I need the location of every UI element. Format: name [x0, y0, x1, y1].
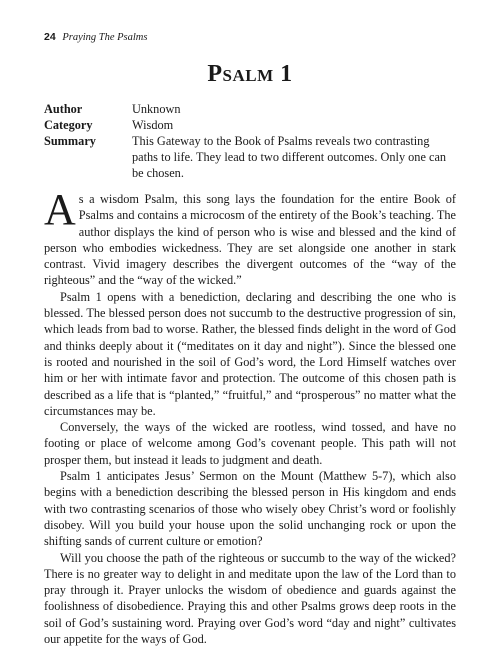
meta-label-author: Author: [44, 102, 83, 116]
drop-cap: A: [44, 185, 76, 234]
psalm-meta: [44, 101, 456, 181]
meta-value-author: Unknown: [132, 102, 181, 116]
page-title: Psalm 1: [207, 61, 293, 87]
meta-label-summary: Summary: [44, 134, 96, 148]
paragraph-4: Psalm 1 anticipates Jesus’ Sermon on the Mount (Matthew 5-7), which also begins with a benediction describing the blessed person in His kingdom and ends with two contrasting scenarios of those who wisely obey Christ’s word or foolishly disobey. Will you build your house upon the solid unchanging rock or upon the shifting sands of current culture or emotion?: [44, 469, 456, 549]
paragraph-3: Conversely, the ways of the wicked are rootless, wind tossed, and have no footing or place of welcome among God’s covenant people. This path will not prosper them, but instead it leads to judgment and death.: [44, 420, 456, 467]
meta-label-category: Category: [44, 118, 93, 132]
meta-value-category: Wisdom: [132, 118, 174, 132]
paragraph-5: Will you choose the path of the righteous or succumb to the way of the wicked? There is no greater way to delight in and meditate upon the law of the Lord than to pray through it. Prayer unlocks the wisdom of obedience and guards against the foolishness of disobedience. Praying this and other Psalms grows deep roots in the soil of God’s sustaining word. Praying over God’s word “day and night” cultivates our appetite for the ways of God.: [44, 550, 456, 647]
meta-value-summary: This Gateway to the Book of Psalms reveals two contrasting paths to life. They lead to two different outcomes. Only one can be chosen.: [132, 134, 447, 180]
book-title: Praying The Psalms: [62, 32, 148, 43]
body-text: [44, 185, 456, 647]
page-number: 24: [44, 31, 56, 43]
paragraph-1-text: s a wisdom Psalm, this song lays the foundation for the entire Book of Psalms and contains a microcosm of the entirety of the Book’s teaching. The author displays the kind of person who is wise and blessed and the kind of person who embodies wickedness. They are set alongside one another in stark contrast. Vivid imagery describes the divergent outcomes of the “way of the righteous” and the “way of the wicked.”: [44, 192, 456, 288]
paragraph-1: [44, 185, 456, 289]
running-head: [44, 30, 456, 45]
paragraph-2: Psalm 1 opens with a benediction, declaring and describing the one who is blessed. The blessed person does not succumb to the destructive progression of sin, which leads from bad to worse. Rather, the blessed finds delight in the word of God and thinks deeply about it (“meditates on it day and night”). Since the blessed one is rooted and nourished in the soil of God’s word, the Lord Himself watches over him or her with intimate favor and protection. The outcome of this chosen path is described as a life that is “planted,” “fruitful,” and “prosperous” no matter what the circumstances may be.: [44, 289, 456, 418]
